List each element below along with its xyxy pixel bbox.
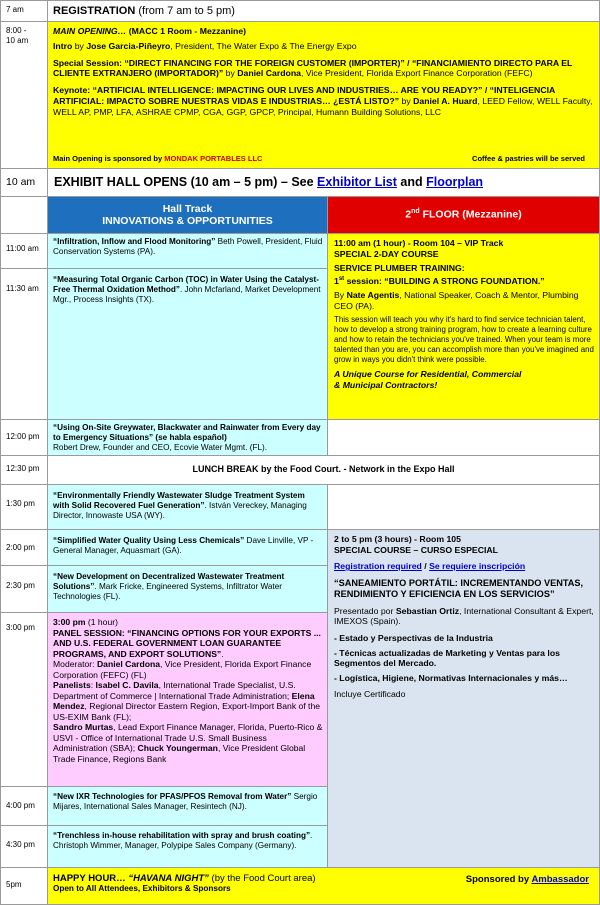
course-title: “SANEAMIENTO PORTÁTIL: INCREMENTANDO VENTAS, RENDIMIENTO Y EFICIENCIA EN LOS SERVICIOS” (334, 577, 584, 599)
exhibit-text: EXHIBIT HALL OPENS (10 am – 5 pm) – See (54, 175, 318, 189)
hall-header-line1: Hall Track (162, 203, 213, 215)
time-8am (0, 21, 48, 169)
keynote-by: by (399, 95, 414, 106)
time-label: 2:30 pm (6, 581, 35, 590)
panel-duration: (1 hour) (85, 617, 118, 627)
session-speaker: Dave Linville, VP - General Manager, Aquasmart (GA). (53, 536, 314, 556)
presenter-name: Sebastian Ortiz (395, 605, 460, 616)
time-label: 1:30 pm (6, 499, 35, 508)
vip-session-num: 1 (334, 275, 339, 286)
opening-room: (MACC 1 Room - Mezzanine) (126, 26, 247, 36)
panel-panelists (53, 680, 323, 722)
happy-name: “HAVANA NIGHT” (128, 873, 209, 884)
moderator-role: , Vice President, Florida Export Finance Corporation (FEFC) (FL) (53, 659, 312, 680)
opening-sponsor (53, 154, 262, 165)
vip-course-type: SPECIAL 2-DAY COURSE (334, 248, 439, 259)
opening-title: MAIN OPENING… (53, 26, 127, 36)
session-title: “Trenchless in-house rehabilitation with spray and brush coating” (53, 831, 311, 840)
session-title: “Measuring Total Organic Carbon (TOC) in Water Using the Catalyst-Free Thermal Oxidation Method” (53, 275, 319, 295)
vip-speaker-name: Nate Agentis (346, 290, 400, 301)
main-opening-block (47, 21, 600, 169)
intro-line (53, 41, 595, 52)
special-course-block (327, 529, 600, 868)
special-by: by (223, 68, 238, 79)
session-title: “Simplified Water Quality Using Less Chemicals” (53, 536, 245, 545)
course-bullet-3: - Logística, Higiene, Normativas Internacionales y más… (334, 672, 568, 683)
panel-session-block (47, 612, 328, 787)
sponsor-text: Main Opening is sponsored by (53, 154, 165, 164)
keynote-title: Keynote: “ARTIFICIAL INTELLIGENCE: IMPACTING OUR LIVES AND INDUSTRIES… ARE YOU READY?” / “INTELIGENCIA ARTIFICIAL: IMPACTO SOBRE NUESTRAS VIDAS E INDUSTRIAS… ¿ESTÁ LISTO?” (53, 85, 555, 106)
floor-sup: nd (411, 208, 420, 215)
presenter-role: , International Consultant & Expert, IMEXOS (Spain). (334, 605, 594, 627)
session-speaker: Robert Drew, Founder and CEO, Ecovie Water Mgmt. (FL). (53, 443, 268, 453)
course-type: SPECIAL COURSE – CURSO ESPECIAL (334, 544, 498, 555)
panelist-2-name: Elena Mendez (53, 690, 315, 711)
time-label: 8:00 - 10 am (6, 26, 29, 45)
happy-hour-row (47, 867, 600, 905)
hall-track-header (47, 196, 328, 234)
coffee-note: Coffee & pastries will be served (472, 154, 585, 164)
intro-name: Jose Garcia-Piñeyro (86, 40, 171, 51)
time-1230 (0, 455, 48, 485)
floorplan-link[interactable]: Floorplan (426, 175, 484, 189)
panelist-2-role: , Regional Director Eastern Region, Export-Import Bank of the US-EXIM Bank (FL); (53, 701, 321, 722)
session-title: “New IXR Technologies for PFAS/PFOS Removal from Water” (53, 792, 292, 801)
hall-session-1130 (47, 268, 328, 420)
panelist-3-role: , Lead Export Finance Manager, Florida, Puerto-Rico & USVI - Office of International Trade U.S. Small Business Administration (SBA); (53, 722, 323, 753)
vip-tagline-2: & Municipal Contractors! (334, 380, 438, 391)
time-label: 7 am (6, 5, 24, 14)
session-title: “Using On-Site Greywater, Blackwater and Rainwater from Every day to Emergency Situations” (se habla español) (53, 423, 321, 443)
panel-title (53, 628, 323, 660)
vip-speaker (334, 290, 594, 311)
lunch-break-row: LUNCH BREAK by the Food Court. - Network in the Expo Hall (47, 455, 600, 485)
floor-rest: FLOOR (Mezzanine) (419, 208, 522, 221)
vip-description: This session will teach you why it's hard to find service technician talent, how to develop a strong training program, how to create a learning culture and how to retain the technicians you've trained. When your team is more talented than you are, you can accomplish more than you've imagined and grow in ways you didn't think were possible. (334, 315, 594, 365)
time-label: 4:30 pm (6, 840, 35, 849)
time-label: 2:00 pm (6, 543, 35, 552)
panelist-4-role: , Vice President Global Trade Finance, Regions Bank (53, 743, 306, 764)
time-130 (0, 484, 48, 530)
special-session (53, 58, 595, 80)
session-speaker: . István Vereckey, Managing Director, Innowaste USA (WY). (53, 501, 307, 521)
hall-session-230 (47, 565, 328, 613)
time-5pm (0, 867, 48, 905)
time-430 (0, 825, 48, 868)
time-200 (0, 529, 48, 566)
happy-label: HAPPY HOUR… (53, 873, 129, 884)
special-name: Daniel Cardona (237, 68, 301, 79)
intro-by: by (72, 40, 87, 51)
hall-header-line2: INNOVATIONS & OPPORTUNITIES (102, 215, 273, 227)
presenter-label: Presentado por (334, 605, 396, 616)
moderator-label: Moderator: (53, 659, 97, 669)
registration-row (47, 0, 600, 22)
course-bullet-1: - Estado y Perspectivas de la Industria (334, 632, 493, 643)
hall-session-1200 (47, 419, 328, 456)
course-bullet-2: - Técnicas actualizadas de Marketing y Ventas para los Segmentos del Mercado. (334, 647, 560, 669)
ambassador-link[interactable]: Ambassador (531, 874, 589, 885)
time-230 (0, 565, 48, 613)
keynote-role: , LEED Fellow, WELL Faculty, WELL AP, PMP, LFA, ASHRAE CPMP, CGA, GGP, GPCP, Principal, Humann Building Solutions, LLC (53, 95, 593, 117)
vip-time-room: 11:00 am (1 hour) - Room 104 – VIP Track (334, 238, 504, 248)
exhibit-hall-row (47, 168, 600, 197)
panelist-1-name: Isabel C. Davila (95, 680, 159, 690)
happy-where: (by the Food Court area) (208, 873, 316, 884)
time-7am (0, 0, 48, 22)
header-blank (0, 196, 48, 234)
session-speaker: . Christoph Wimmer, Manager, Polypipe Sales Company (Germany). (53, 831, 313, 851)
vip-session-title (334, 274, 594, 286)
vip-session-sup: st (338, 275, 345, 282)
vip-speaker-role: , National Speaker, Coach & Mentor, Plumbing CEO (PA). (334, 290, 579, 311)
time-label: 3:00 pm (6, 623, 35, 632)
panelist-1-role: , International Trade Specialist, U.S. Department of Commerce | International Trade Administration; (53, 680, 296, 701)
registration-required-link[interactable]: Registration required (334, 561, 422, 572)
time-label: 5pm (6, 880, 22, 889)
floor-blank-1200 (327, 419, 600, 456)
panelists-label: Panelists (53, 680, 91, 690)
vip-session-rest: session: “BUILDING A STRONG FOUNDATION.” (344, 275, 545, 286)
time-label: 11:30 am (6, 284, 39, 293)
time-label: 12:00 pm (6, 432, 40, 441)
happy-hour-audience: Open to All Attendees, Exhibitors & Sponsors (53, 884, 231, 893)
session-speaker: . Mark Fricke, Engineered Systems, Infiltrator Water Technologies (FL). (53, 582, 282, 602)
panel-time (53, 617, 323, 628)
hall-session-400 (47, 786, 328, 826)
intro-label: Intro (53, 40, 73, 51)
floor-num: 2 (405, 208, 412, 221)
vip-training-title: SERVICE PLUMBER TRAINING: (334, 263, 465, 274)
exhibitor-list-link[interactable]: Exhibitor List (317, 175, 397, 189)
panel-time-value: 3:00 pm (53, 617, 86, 627)
course-registration (334, 561, 594, 572)
session-speaker: Beth Powell, President, Fluid Conservation Systems (PA). (53, 237, 323, 257)
inscripcion-link[interactable]: Se requiere inscripción (429, 561, 526, 572)
time-400 (0, 786, 48, 826)
intro-role: , President, The Water Expo & The Energy Expo (170, 40, 357, 51)
exhibit-and: and (396, 175, 427, 189)
vip-by: By (334, 290, 347, 301)
sponsor-name: MONDAK PORTABLES LLC (164, 154, 263, 164)
reg-sep: / (421, 561, 430, 572)
session-title: “New Development on Decentralized Wastewater Treatment Solutions” (53, 572, 285, 592)
vip-track-block (327, 233, 600, 420)
time-1200 (0, 419, 48, 456)
registration-hours: (from 7 am to 5 pm) (135, 5, 235, 17)
sponsored-by: Sponsored by (465, 874, 532, 885)
special-title: Special Session: “DIRECT FINANCING FOR THE FOREIGN CUSTOMER (IMPORTER)” / “FINANCIAMIENTO DIRECTO PARA EL CLIENTE EXTRANJERO (IMPORTADOR)” (53, 57, 573, 79)
panel-panelists-more (53, 722, 323, 764)
hall-session-130 (47, 484, 328, 530)
panelist-4-name: Chuck Youngerman (137, 743, 218, 753)
course-certificate: Incluye Certificado (334, 689, 406, 700)
time-label: 4:00 pm (6, 801, 35, 810)
session-title: “Infiltration, Inflow and Flood Monitoring” (53, 237, 216, 246)
time-label: 12:30 pm (6, 464, 40, 473)
time-300 (0, 612, 48, 787)
time-10am (0, 168, 48, 197)
panel-title-text: PANEL SESSION: “FINANCING OPTIONS FOR YOUR EXPORTS ... AND U.S. FEDERAL GOVERNMENT LOAN GUARANTEE PROGRAMS, AND EXPORT SOLUTIONS” (53, 627, 321, 659)
panel-title-end: . (221, 648, 224, 659)
time-1130 (0, 268, 48, 420)
panelists-colon: : (90, 680, 96, 690)
session-speaker: . John Mcfarland, Market Development Mgr., Process Insights (TX). (53, 285, 321, 305)
time-1100 (0, 233, 48, 269)
registration-title: REGISTRATION (53, 5, 136, 17)
hall-session-200 (47, 529, 328, 566)
course-presenter (334, 606, 594, 627)
time-label: 10 am (6, 176, 36, 188)
hall-session-430 (47, 825, 328, 868)
time-label: 11:00 am (6, 244, 39, 253)
keynote (53, 85, 595, 117)
vip-tagline-1: A Unique Course for Residential, Commercial (334, 369, 522, 380)
course-time-room: 2 to 5 pm (3 hours) - Room 105 (334, 534, 461, 544)
panel-moderator (53, 659, 323, 680)
special-role: , Vice President, Florida Export Finance Corporation (FEFC) (300, 68, 533, 79)
panelist-3-name: Sandro Murtas (53, 722, 114, 732)
session-title: “Environmentally Friendly Wastewater Sludge Treatment System with Solid Recovered Fuel Generation” (53, 491, 305, 511)
keynote-name: Daniel A. Huard (413, 95, 478, 106)
floor-blank-130 (327, 484, 600, 530)
session-speaker: Sergio Mijares, International Sales Manager, Resintech (NJ). (53, 792, 318, 812)
moderator-name: Daniel Cardona (96, 659, 160, 669)
second-floor-header (327, 196, 600, 234)
hall-session-1100 (47, 233, 328, 269)
happy-hour-sponsor (466, 874, 589, 885)
